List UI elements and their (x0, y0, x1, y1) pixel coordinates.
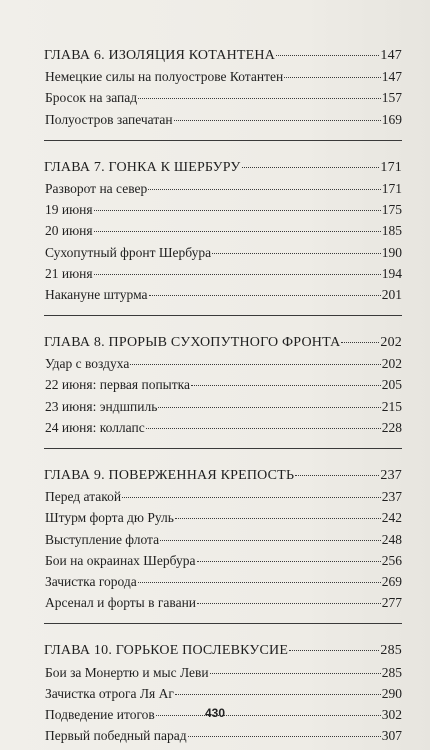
toc-entry-title: 22 июня: первая попытка (45, 377, 190, 393)
chapter-heading (44, 45, 402, 66)
chapter-heading-title: ГЛАВА 7. ГОНКА К ШЕРБУРУ (44, 159, 241, 175)
toc-entry-title: 21 июня (45, 265, 93, 281)
toc-entry-page: 175 (381, 202, 402, 218)
chapter-heading (44, 465, 402, 486)
toc-entry-title: 20 июня (45, 223, 93, 239)
toc-entry (44, 683, 402, 704)
toc-entry-page: 171 (381, 180, 402, 196)
toc-entry (44, 486, 402, 507)
toc-entry (44, 550, 402, 571)
toc-entry-title: Бои за Монертю и мыс Леви (45, 664, 209, 680)
toc-entry-page: 242 (381, 510, 402, 526)
toc-entry-page: 201 (381, 286, 402, 302)
toc-entry-page: 157 (381, 90, 402, 106)
toc-entry (44, 66, 402, 87)
toc-entry-page: 285 (381, 664, 402, 680)
toc-entry-title: Разворот на север (45, 180, 148, 196)
dot-leader (188, 736, 381, 737)
toc-entry-page: 290 (381, 685, 402, 701)
section-divider (44, 623, 402, 624)
section-divider (44, 315, 402, 316)
dot-leader (94, 210, 381, 211)
toc-entry-title: Первый победный парад (45, 728, 187, 744)
dot-leader (276, 55, 379, 56)
dot-leader (130, 364, 380, 365)
dot-leader (174, 120, 381, 121)
chapter-heading (44, 157, 402, 178)
toc-chapter (44, 332, 402, 438)
dot-leader (197, 561, 381, 562)
toc-entry-page: 205 (381, 377, 402, 393)
toc-entry-title: Арсенал и форты в гавани (45, 595, 197, 611)
toc-entry (44, 263, 402, 284)
chapter-heading-page: 147 (380, 48, 402, 63)
toc-entry-page: 147 (381, 69, 402, 85)
toc-entry-title: Зачистка отрога Ля Аг (45, 685, 174, 701)
toc-chapter (44, 157, 402, 305)
chapter-heading-page: 237 (380, 468, 402, 483)
dot-leader (175, 694, 381, 695)
toc-entry-title: Накануне штурма (45, 286, 148, 302)
toc-entry-title: Немецкие силы на полуострове Котантен (45, 69, 284, 85)
dot-leader (149, 295, 381, 296)
toc-entry-title: 19 июня (45, 202, 93, 218)
dot-leader (191, 385, 381, 386)
toc-entry-page: 228 (381, 419, 402, 435)
dot-leader (148, 189, 381, 190)
dot-leader (295, 475, 379, 476)
chapter-heading-page: 285 (380, 643, 402, 659)
toc-entry (44, 592, 402, 613)
toc-entry-title: Удар с воздуха (45, 356, 130, 372)
toc-entry-title: Выступление флота (45, 531, 160, 547)
toc-chapter (44, 45, 402, 130)
toc-entry-title: Бросок на запад (45, 90, 138, 106)
toc-entry-title: 23 июня: эндшпиль (45, 398, 158, 414)
dot-leader (175, 518, 381, 519)
table-of-contents (44, 45, 402, 746)
toc-entry-page: 307 (381, 728, 402, 744)
toc-entry (44, 725, 402, 746)
toc-entry (44, 374, 402, 395)
toc-entry (44, 529, 402, 550)
toc-entry-page: 194 (381, 265, 402, 281)
toc-entry (44, 507, 402, 528)
toc-entry-page: 215 (381, 398, 402, 414)
toc-entry-page: 256 (381, 552, 402, 568)
dot-leader (242, 167, 380, 168)
toc-entry-title: 24 июня: коллапс (45, 419, 145, 435)
toc-entry (44, 220, 402, 241)
toc-entry (44, 242, 402, 263)
dot-leader (212, 253, 381, 254)
dot-leader (341, 342, 379, 343)
dot-leader (160, 540, 381, 541)
dot-leader (197, 603, 381, 604)
toc-entry (44, 284, 402, 305)
toc-entry-page: 202 (381, 356, 402, 372)
toc-entry-page: 302 (381, 706, 402, 722)
chapter-heading-page: 171 (380, 159, 402, 175)
dot-leader (122, 497, 381, 498)
chapter-heading-title: ГЛАВА 6. ИЗОЛЯЦИЯ КОТАНТЕНА (44, 48, 276, 63)
dot-leader (138, 582, 381, 583)
toc-entry-title: Подведение итогов (45, 706, 155, 722)
dot-leader (284, 77, 381, 78)
dot-leader (158, 407, 380, 408)
toc-entry (44, 178, 402, 199)
chapter-heading (44, 332, 402, 353)
toc-entry (44, 109, 402, 130)
toc-entry-page: 277 (381, 595, 402, 611)
toc-entry (44, 199, 402, 220)
chapter-heading-title: ГЛАВА 9. ПОВЕРЖЕННАЯ КРЕПОСТЬ (44, 468, 295, 483)
toc-entry-title: Перед атакой (45, 489, 122, 505)
toc-entry (44, 417, 402, 438)
toc-entry-page: 248 (381, 531, 402, 547)
section-divider (44, 140, 402, 141)
dot-leader (289, 650, 379, 651)
toc-chapter (44, 640, 402, 746)
chapter-heading (44, 640, 402, 661)
toc-entry (44, 353, 402, 374)
toc-entry-page: 185 (381, 223, 402, 239)
chapter-heading-title: ГЛАВА 8. ПРОРЫВ СУХОПУТНОГО ФРОНТА (44, 335, 341, 351)
section-divider (44, 448, 402, 449)
dot-leader (146, 428, 381, 429)
dot-leader (94, 274, 381, 275)
toc-entry-title: Зачистка города (45, 573, 137, 589)
dot-leader (94, 231, 381, 232)
dot-leader (210, 673, 381, 674)
toc-entry-page: 237 (381, 489, 402, 505)
toc-entry-title: Сухопутный фронт Шербура (45, 244, 212, 260)
dot-leader (138, 98, 381, 99)
toc-entry (44, 571, 402, 592)
chapter-heading-page: 202 (380, 335, 402, 351)
page-number: 430 (204, 706, 226, 720)
toc-entry-title: Штурм форта дю Руль (45, 510, 174, 526)
toc-entry-page: 190 (381, 244, 402, 260)
toc-entry-title: Полуостров запечатан (45, 111, 173, 127)
toc-entry (44, 662, 402, 683)
toc-entry-page: 269 (381, 573, 402, 589)
toc-entry (44, 87, 402, 108)
toc-entry-page: 169 (381, 111, 402, 127)
chapter-heading-title: ГЛАВА 10. ГОРЬКОЕ ПОСЛЕВКУСИЕ (44, 643, 289, 659)
toc-entry-title: Бои на окраинах Шербура (45, 552, 196, 568)
toc-chapter (44, 465, 402, 613)
toc-entry (44, 396, 402, 417)
